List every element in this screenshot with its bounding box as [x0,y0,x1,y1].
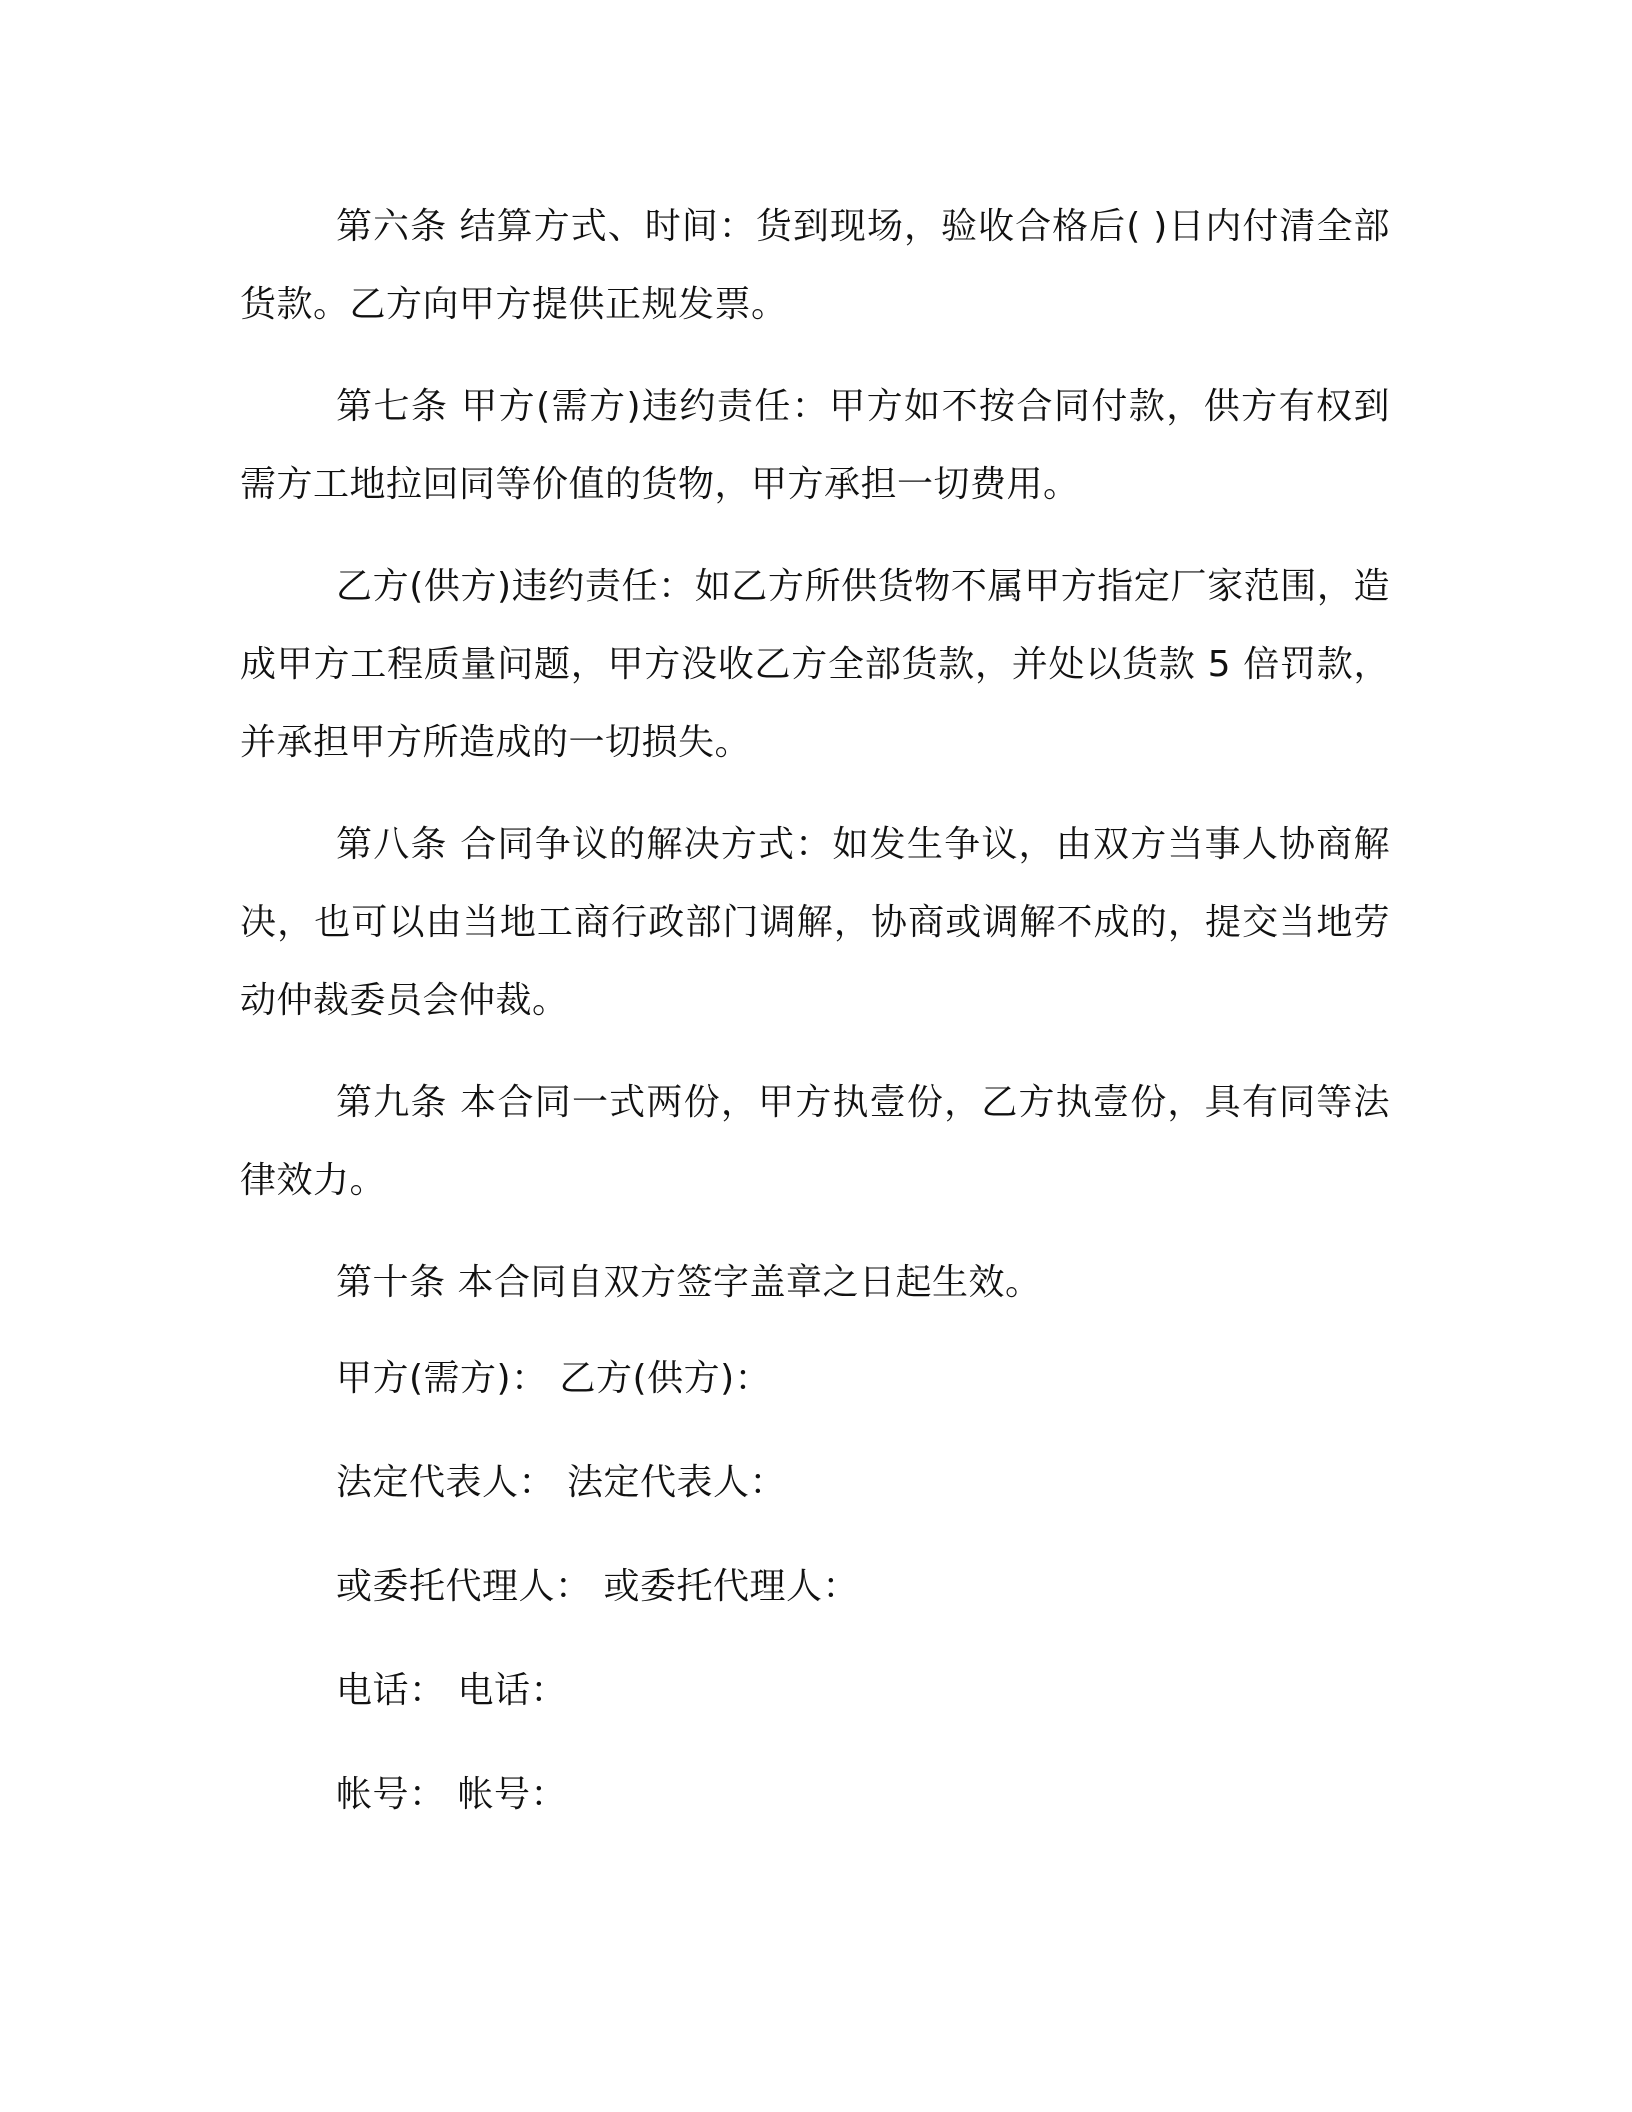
supplier-liability-paragraph: 乙方(供方)违约责任：如乙方所供货物不属甲方指定厂家范围，造成甲方工程质量问题，甲方没收乙方全部货款，并处以货款 5 倍罚款，并承担甲方所造成的一切损失。 [240,566,1390,763]
legal-representative-line: 法定代表人： 法定代表人： [336,1462,786,1503]
article-6-paragraph: 第六条 结算方式、时间：货到现场，验收合格后( )日内付清全部货款。乙方向甲方提供正规发票。 [240,206,1390,325]
phone-line: 电话： 电话： [336,1670,567,1711]
party-line: 甲方(需方)： 乙方(供方)： [336,1358,772,1399]
signature-row [240,1768,1390,1872]
contract-body [240,188,1390,1346]
article-10-paragraph: 第十条 本合同自双方签字盖章之日起生效。 [336,1262,1042,1303]
account-line: 帐号： 帐号： [336,1774,567,1815]
signature-block [240,1352,1390,1872]
article-7-paragraph: 第七条 甲方(需方)违约责任：甲方如不按合同付款，供方有权到需方工地拉回同等价值的货物，甲方承担一切费用。 [240,386,1390,505]
authorized-agent-line: 或委托代理人： 或委托代理人： [336,1566,859,1607]
signature-row [240,1352,1390,1456]
article-8-paragraph: 第八条 合同争议的解决方式：如发生争议，由双方当事人协商解决，也可以由当地工商行政部门调解，协商或调解不成的，提交当地劳动仲裁委员会仲裁。 [240,824,1390,1021]
signature-row [240,1456,1390,1560]
signature-row [240,1664,1390,1768]
signature-row [240,1560,1390,1664]
article-9-paragraph: 第九条 本合同一式两份，甲方执壹份，乙方执壹份，具有同等法律效力。 [240,1082,1390,1201]
